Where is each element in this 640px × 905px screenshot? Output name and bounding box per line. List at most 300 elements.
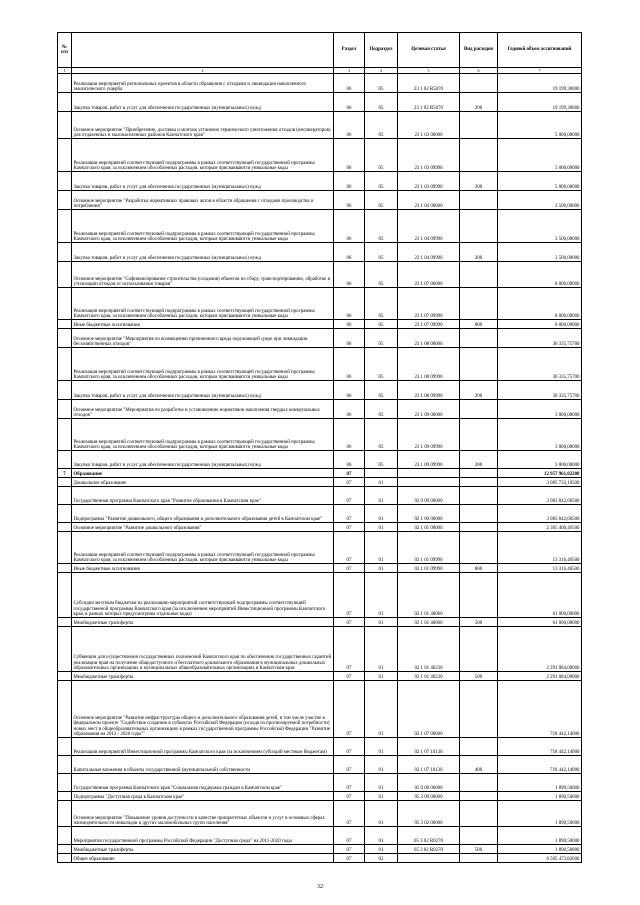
row-podrazdel: 05 [365, 329, 398, 348]
table-row [58, 469, 582, 478]
row-name: Основное мероприятие "Развитие дошкольного образования" [72, 523, 334, 532]
row-podrazdel: 01 [365, 827, 398, 845]
row-razdel: 06 [334, 172, 365, 191]
row-target-article: 02 1 01 40060 [398, 573, 460, 618]
row-podrazdel: 01 [365, 627, 398, 672]
row-amount: 8 000,00000 [498, 320, 582, 329]
row-amount: 3 000,00000 [498, 419, 582, 451]
row-name: Реализация мероприятий региональных проектов в области обращения с отходами и ликвидации накопленного экологического ущерба [72, 74, 334, 93]
row-amount: 3 085 733,10500 [498, 478, 582, 487]
row-amount: 30 335,75700 [498, 329, 582, 348]
row-razdel: 07 [334, 792, 365, 801]
row-razdel: 07 [334, 845, 365, 854]
row-razdel: 06 [334, 381, 365, 400]
table-row [58, 523, 582, 532]
row-name: Государственная программа Камчатского края "Развитие образования в Камчатском крае" [72, 487, 334, 505]
row-razdel: 07 [334, 681, 365, 738]
row-number [58, 801, 72, 827]
row-podrazdel: 05 [365, 419, 398, 451]
row-name: Образование [72, 469, 334, 478]
row-number [58, 523, 72, 532]
table-row [58, 845, 582, 854]
row-expense-type [460, 419, 498, 451]
row-podrazdel: 05 [365, 74, 398, 93]
row-expense-type [460, 262, 498, 288]
row-number: 7 [58, 469, 72, 478]
row-target-article: 23 1 02 R5070 [398, 74, 460, 93]
row-razdel: 07 [334, 738, 365, 756]
table-row [58, 532, 582, 564]
table-row [58, 487, 582, 505]
row-podrazdel: 05 [365, 243, 398, 262]
row-name: Реализация мероприятий соответствующей подпрограммы в рамках соответствующей государственной программы Камчатского края, за исключением обособленных расходов, которым присваиваются уникальные коды [72, 139, 334, 172]
row-number [58, 329, 72, 348]
row-expense-type: 200 [460, 93, 498, 112]
row-expense-type [460, 400, 498, 419]
row-number [58, 854, 72, 863]
row-target-article [398, 469, 460, 478]
table-row [58, 139, 582, 172]
row-razdel: 06 [334, 139, 365, 172]
row-name: Подпрограмма "Доступная среда в Камчатском крае" [72, 792, 334, 801]
table-row [58, 329, 582, 348]
row-name: Реализация мероприятий соответствующей подпрограммы в рамках соответствующей государственной программы Камчатского края, за исключением обособленных расходов, которым присваиваются уникальные коды [72, 348, 334, 381]
row-amount: 1 890,50000 [498, 792, 582, 801]
table-row [58, 774, 582, 792]
row-name: Реализация мероприятий соответствующей подпрограммы в рамках соответствующей государственной программы Камчатского края, за исключением обособленных расходов, которым присваиваются уникальные коды [72, 288, 334, 320]
table-row [58, 262, 582, 288]
row-podrazdel: 05 [365, 139, 398, 172]
row-target-article: 05 3 02 R0270 [398, 827, 460, 845]
row-razdel: 07 [334, 801, 365, 827]
budget-table-page [57, 32, 581, 863]
table-header-row [58, 33, 582, 68]
row-number [58, 262, 72, 288]
row-number [58, 505, 72, 523]
row-expense-type [460, 774, 498, 792]
column-number: 5 [398, 68, 460, 74]
row-number [58, 288, 72, 320]
header-razdel: Раздел [334, 33, 365, 68]
header-vid: Вид расходов [460, 33, 498, 68]
row-razdel: 07 [334, 564, 365, 573]
row-number [58, 627, 72, 672]
row-podrazdel: 01 [365, 672, 398, 681]
row-razdel: 07 [334, 672, 365, 681]
column-number: 6 [460, 68, 498, 74]
row-podrazdel: 01 [365, 738, 398, 756]
row-target-article: 23 1 08 09990 [398, 381, 460, 400]
row-number [58, 243, 72, 262]
row-podrazdel: 05 [365, 400, 398, 419]
table-row [58, 210, 582, 243]
row-name: Основное мероприятие "Мероприятия по разработке и установлению нормативов накопления твердых коммунальных отходов" [72, 400, 334, 419]
row-number [58, 756, 72, 774]
row-name: Реализация мероприятий соответствующей подпрограммы в рамках соответствующей государственной программы Камчатского края, за исключением обособленных расходов, которым присваиваются уникальные коды [72, 210, 334, 243]
row-expense-type [460, 139, 498, 172]
table-row [58, 738, 582, 756]
row-podrazdel: 05 [365, 210, 398, 243]
row-podrazdel: 05 [365, 451, 398, 469]
row-target-article: 23 1 03 00000 [398, 112, 460, 139]
row-target-article [398, 478, 460, 487]
row-podrazdel: 01 [365, 801, 398, 827]
table-row [58, 191, 582, 210]
row-amount: 30 335,75700 [498, 381, 582, 400]
row-razdel: 06 [334, 288, 365, 320]
row-amount: 3 500,00000 [498, 191, 582, 210]
row-number [58, 93, 72, 112]
row-razdel: 07 [334, 523, 365, 532]
row-expense-type: 500 [460, 618, 498, 627]
page-number: 32 [317, 884, 323, 890]
row-expense-type [460, 329, 498, 348]
row-amount: 3 500,00000 [498, 243, 582, 262]
row-razdel: 07 [334, 487, 365, 505]
row-podrazdel: 01 [365, 756, 398, 774]
row-name: Субвенции для осуществления государственных полномочий Камчатского края по обеспечению государственных гарантий реализации прав на получение общедоступного и бесплатного дошкольного образования в муниципальных дошкольных образовательных организациях и муниципальных общеобразовательных организациях в Камчатском крае [72, 627, 334, 672]
row-expense-type: 200 [460, 381, 498, 400]
column-number: 3 [334, 68, 365, 74]
row-razdel: 06 [334, 451, 365, 469]
row-podrazdel: 01 [365, 573, 398, 618]
row-amount: 1 890,50000 [498, 827, 582, 845]
row-target-article: 05 3 02 00000 [398, 801, 460, 827]
row-amount: 3 000,00000 [498, 400, 582, 419]
row-podrazdel: 02 [365, 854, 398, 863]
row-number [58, 419, 72, 451]
row-target-article: 23 1 03 09990 [398, 172, 460, 191]
row-number [58, 845, 72, 854]
row-razdel: 07 [334, 618, 365, 627]
row-expense-type [460, 627, 498, 672]
row-podrazdel: 01 [365, 478, 398, 487]
row-amount: 5 000,00000 [498, 172, 582, 191]
row-target-article: 23 1 07 00000 [398, 262, 460, 288]
row-podrazdel: 01 [365, 774, 398, 792]
table-row [58, 172, 582, 191]
table-row [58, 478, 582, 487]
row-amount: 2 291 084,00000 [498, 627, 582, 672]
row-expense-type: 400 [460, 756, 498, 774]
row-amount: 61 000,00000 [498, 618, 582, 627]
row-razdel: 06 [334, 93, 365, 112]
row-amount: 19 199,30000 [498, 93, 582, 112]
row-amount: 5 000,00000 [498, 139, 582, 172]
row-target-article: 05 3 00 00000 [398, 792, 460, 801]
table-row [58, 320, 582, 329]
row-amount: 6 505 473,82600 [498, 854, 582, 863]
row-target-article: 23 1 04 09990 [398, 210, 460, 243]
row-name: Закупка товаров, работ и услуг для обеспечения государственных (муниципальных) нужд [72, 93, 334, 112]
header-summa: Годовой объем ассигнований [498, 33, 582, 68]
row-expense-type [460, 191, 498, 210]
row-target-article: 05 0 00 00000 [398, 774, 460, 792]
row-target-article: 23 1 09 09990 [398, 451, 460, 469]
row-amount: 3 083 842,60500 [498, 487, 582, 505]
row-name: Основное мероприятие "Софинансирование строительства (создания) объектов по сбору, транспортированию, обработке и утилизации отходов от использования товаров" [72, 262, 334, 288]
row-name: Межбюджетные трансферты [72, 618, 334, 627]
column-number: 2 [72, 68, 334, 74]
row-target-article: 05 3 02 R0270 [398, 845, 460, 854]
row-number [58, 618, 72, 627]
row-name: Закупка товаров, работ и услуг для обеспечения государственных (муниципальных) нужд [72, 451, 334, 469]
row-number [58, 487, 72, 505]
row-target-article: 23 1 07 09990 [398, 320, 460, 329]
row-razdel: 07 [334, 469, 365, 478]
row-amount: 61 000,00000 [498, 573, 582, 618]
table-row [58, 792, 582, 801]
table-row [58, 112, 582, 139]
row-expense-type: 200 [460, 172, 498, 191]
table-body [58, 74, 582, 863]
row-razdel: 06 [334, 112, 365, 139]
row-name: Основное мероприятие "Разработка нормативных правовых актов в области обращения с отходами производства и потребления" [72, 191, 334, 210]
row-amount: 718 442,14000 [498, 681, 582, 738]
row-target-article: 02 0 00 00000 [398, 487, 460, 505]
row-name: Основное мероприятие "Повышение уровня доступности в качестве приоритетных объектов и услуг в основных сферах жизнедеятельности инвалидов и других маломобильных групп населения" [72, 801, 334, 827]
row-expense-type [460, 792, 498, 801]
row-amount: 1 890,50000 [498, 801, 582, 827]
row-number [58, 478, 72, 487]
table-row [58, 681, 582, 738]
row-target-article: 02 1 07 10130 [398, 756, 460, 774]
row-expense-type: 800 [460, 564, 498, 573]
row-expense-type [460, 801, 498, 827]
row-number [58, 172, 72, 191]
row-amount: 1 890,50000 [498, 774, 582, 792]
row-podrazdel: 05 [365, 348, 398, 381]
row-name: Реализация мероприятий Инвестиционной программы Камчатского края (за исключением субсидий местным бюджетам) [72, 738, 334, 756]
row-target-article: 23 1 04 09990 [398, 243, 460, 262]
table-row [58, 451, 582, 469]
row-number [58, 564, 72, 573]
table-row [58, 400, 582, 419]
row-target-article: 23 1 02 R5070 [398, 93, 460, 112]
row-amount: 718 442,14000 [498, 738, 582, 756]
row-podrazdel: 01 [365, 618, 398, 627]
row-razdel: 07 [334, 756, 365, 774]
row-podrazdel: 01 [365, 505, 398, 523]
row-number [58, 738, 72, 756]
row-target-article: 02 1 00 00000 [398, 505, 460, 523]
row-target-article: 02 1 01 00000 [398, 523, 460, 532]
row-expense-type [460, 348, 498, 381]
row-name: Дошкольное образование [72, 478, 334, 487]
row-podrazdel: 05 [365, 262, 398, 288]
row-expense-type: 200 [460, 243, 498, 262]
table-row [58, 243, 582, 262]
row-name: Закупка товаров, работ и услуг для обеспечения государственных (муниципальных) нужд [72, 243, 334, 262]
row-amount: 718 442,14000 [498, 756, 582, 774]
row-target-article: 02 1 07 00000 [398, 681, 460, 738]
row-target-article: 02 1 01 09990 [398, 564, 460, 573]
row-razdel: 07 [334, 627, 365, 672]
row-number [58, 827, 72, 845]
table-row [58, 854, 582, 863]
row-number [58, 573, 72, 618]
row-amount: 8 000,00000 [498, 288, 582, 320]
column-number: 4 [365, 68, 398, 74]
table-row [58, 827, 582, 845]
header-podrazdel: Подраздел [365, 33, 398, 68]
row-name: Капитальные вложения в объекты государственной (муниципальной) собственности [72, 756, 334, 774]
row-expense-type [460, 505, 498, 523]
table-row [58, 801, 582, 827]
row-name: Субсидии местным бюджетам на реализацию мероприятий соответствующей подпрограммы соответствующей государственной программы Камчатского края (за исключением мероприятий Инвестиционной программы Камчатского края, в рамках которых предусмотрены отдельные коды) [72, 573, 334, 618]
row-podrazdel: 01 [365, 532, 398, 564]
row-name: Реализация мероприятий соответствующей подпрограммы в рамках соответствующей государственной программы Камчатского края, за исключением обособленных расходов, которым присваиваются уникальные коды [72, 419, 334, 451]
row-name: Закупка товаров, работ и услуг для обеспечения государственных (муниципальных) нужд [72, 172, 334, 191]
row-razdel: 07 [334, 505, 365, 523]
row-expense-type [460, 288, 498, 320]
row-podrazdel: 05 [365, 320, 398, 329]
row-target-article: 23 1 08 09990 [398, 348, 460, 381]
row-podrazdel: 05 [365, 288, 398, 320]
row-expense-type [460, 573, 498, 618]
row-number [58, 381, 72, 400]
row-number [58, 210, 72, 243]
row-expense-type [460, 487, 498, 505]
table-row [58, 618, 582, 627]
row-number [58, 792, 72, 801]
row-number [58, 139, 72, 172]
table-row [58, 756, 582, 774]
row-razdel: 06 [334, 243, 365, 262]
row-expense-type: 800 [460, 320, 498, 329]
row-number [58, 400, 72, 419]
row-podrazdel: 05 [365, 172, 398, 191]
row-name: Общее образование [72, 854, 334, 863]
row-amount: 2 365 400,46500 [498, 523, 582, 532]
table-row [58, 348, 582, 381]
row-podrazdel: 01 [365, 845, 398, 854]
row-number [58, 74, 72, 93]
table-row [58, 74, 582, 93]
table-row [58, 381, 582, 400]
row-podrazdel: 01 [365, 564, 398, 573]
row-expense-type [460, 738, 498, 756]
row-expense-type [460, 112, 498, 139]
row-number [58, 320, 72, 329]
row-podrazdel: 01 [365, 523, 398, 532]
row-target-article: 23 1 03 09990 [398, 139, 460, 172]
row-expense-type [460, 827, 498, 845]
row-podrazdel: 05 [365, 93, 398, 112]
row-number [58, 774, 72, 792]
row-target-article: 23 1 07 09990 [398, 288, 460, 320]
row-expense-type [460, 74, 498, 93]
row-number [58, 348, 72, 381]
row-name: Государственная программа Камчатского края "Социальная поддержка граждан в Камчатском крае" [72, 774, 334, 792]
row-number [58, 532, 72, 564]
row-razdel: 06 [334, 210, 365, 243]
row-expense-type [460, 210, 498, 243]
row-amount: 30 335,75700 [498, 348, 582, 381]
row-expense-type: 200 [460, 451, 498, 469]
row-target-article: 02 1 01 40230 [398, 627, 460, 672]
row-expense-type: 500 [460, 845, 498, 854]
row-amount: 13 316,46500 [498, 532, 582, 564]
row-name: Мероприятия государственной программы Российской Федерации "Доступная среда" на 2011-2020 годы [72, 827, 334, 845]
row-expense-type: 500 [460, 672, 498, 681]
row-target-article: 23 1 09 09990 [398, 419, 460, 451]
table-row [58, 573, 582, 618]
row-razdel: 07 [334, 827, 365, 845]
row-razdel: 07 [334, 774, 365, 792]
row-target-article: 02 1 01 09990 [398, 532, 460, 564]
row-target-article: 02 1 01 40230 [398, 672, 460, 681]
header-tselevaya: Целевая статья [398, 33, 460, 68]
row-name: Основное мероприятие "Приобретение, доставка и монтаж установок термического уничтожения отходов (инсинераторов) для отдаленных и малонаселенных районов Камчатского края" [72, 112, 334, 139]
row-expense-type [460, 532, 498, 564]
row-razdel: 07 [334, 532, 365, 564]
row-target-article [398, 854, 460, 863]
row-expense-type [460, 469, 498, 478]
row-amount: 2 291 084,00000 [498, 672, 582, 681]
row-name: Иные бюджетные ассигнования [72, 320, 334, 329]
row-name: Реализация мероприятий соответствующей подпрограммы в рамках соответствующей государственной программы Камчатского края, за исключением обособленных расходов, которым присваиваются уникальные коды [72, 532, 334, 564]
row-podrazdel: 01 [365, 487, 398, 505]
column-number: 1 [58, 68, 72, 74]
table-row [58, 627, 582, 672]
row-razdel: 06 [334, 400, 365, 419]
row-podrazdel: 01 [365, 681, 398, 738]
row-amount: 19 199,30000 [498, 74, 582, 93]
row-target-article: 23 1 08 00000 [398, 329, 460, 348]
row-expense-type [460, 854, 498, 863]
row-target-article: 02 1 07 10130 [398, 738, 460, 756]
row-podrazdel: 05 [365, 191, 398, 210]
table-row [58, 505, 582, 523]
row-razdel: 06 [334, 74, 365, 93]
row-razdel: 07 [334, 478, 365, 487]
row-expense-type [460, 478, 498, 487]
row-name: Закупка товаров, работ и услуг для обеспечения государственных (муниципальных) нужд [72, 381, 334, 400]
row-razdel: 06 [334, 320, 365, 329]
header-num: № п/п [58, 33, 72, 68]
row-razdel: 06 [334, 348, 365, 381]
row-razdel: 07 [334, 573, 365, 618]
row-razdel: 06 [334, 262, 365, 288]
column-number: 7 [498, 68, 582, 74]
row-amount: 3 500,00000 [498, 210, 582, 243]
row-name: Основное мероприятие "Развитие инфраструктуры общего и дополнительного образования детей, в том числе участие в федеральном проекте "Содействие созданию в субъектах Российской Федерации (исходя из прогнозируемой потребности) новых мест в общеобразовательных организациях в рамках государственной программы Российской Федерации "Развитие образования на 2013 - 2020 годы"" [72, 681, 334, 738]
row-name: Иные бюджетные ассигнования [72, 564, 334, 573]
row-razdel: 06 [334, 191, 365, 210]
row-number [58, 451, 72, 469]
budget-table [57, 32, 582, 863]
row-target-article: 23 1 09 00000 [398, 400, 460, 419]
row-number [58, 112, 72, 139]
row-name: Межбюджетные трансферты [72, 672, 334, 681]
header-name [72, 33, 334, 68]
row-expense-type [460, 523, 498, 532]
table-row [58, 419, 582, 451]
table-row [58, 672, 582, 681]
row-number [58, 191, 72, 210]
row-podrazdel: 05 [365, 112, 398, 139]
row-name: Подпрограмма "Развитие дошкольного, общего образования и дополнительного образования детей в Камчатском крае" [72, 505, 334, 523]
row-amount: 3 000,00000 [498, 451, 582, 469]
table-row [58, 564, 582, 573]
row-amount: 13 316,46500 [498, 564, 582, 573]
row-name: Межбюджетные трансферты [72, 845, 334, 854]
row-amount: 1 890,50000 [498, 845, 582, 854]
row-amount: 3 083 842,60500 [498, 505, 582, 523]
row-amount: 5 000,00000 [498, 112, 582, 139]
row-podrazdel: 01 [365, 792, 398, 801]
